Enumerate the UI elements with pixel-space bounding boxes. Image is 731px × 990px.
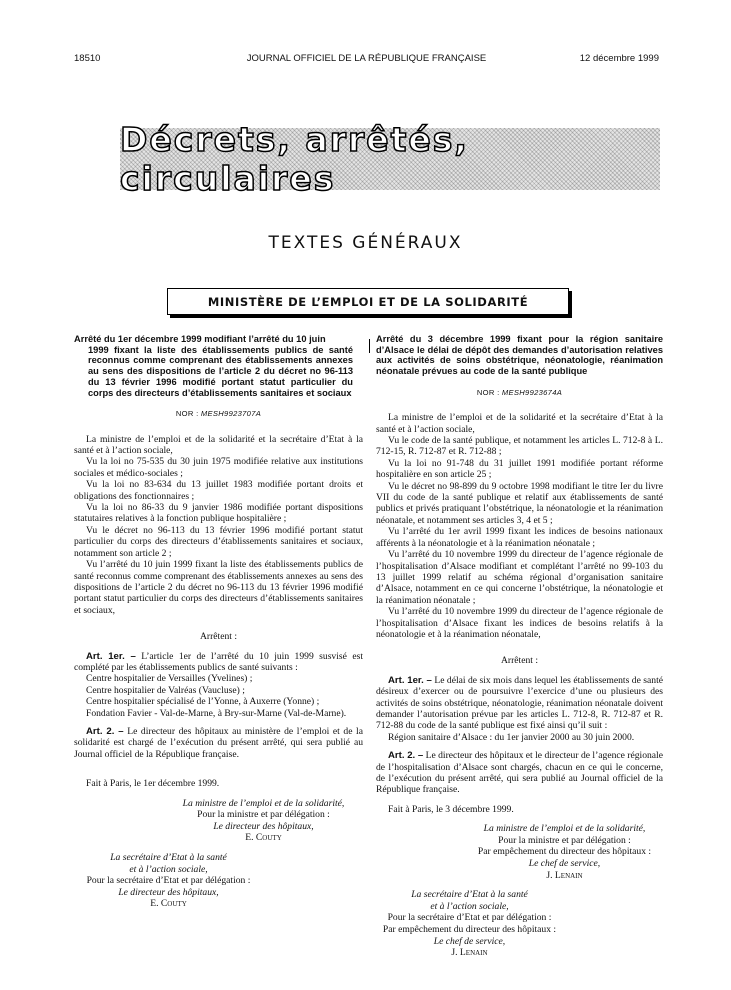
- visa-paragraph: Vu la loi no 91-748 du 31 juillet 1991 modifiée portant réforme hospitalière en son article 25 ;: [376, 457, 663, 481]
- visa-paragraph: Vu la loi no 83-634 du 13 juillet 1983 modifiée portant droits et obligations des fonctionnaires ;: [74, 479, 363, 502]
- nor-label: NOR :: [476, 387, 500, 397]
- signatory-name: E. Couty: [150, 898, 187, 910]
- title-continuation: 1999 fixant la liste des établissements publics de santé reconnus comme comprenant des établissements annexes au sens des dispositions de l’article 2 du décret no 96-113 du 13 février 1996 modifié portant statut particulier du corps des directeurs d’établissements sanitaires et sociaux: [88, 344, 353, 398]
- delegation-line: Pour la ministre et par délégation :: [498, 834, 631, 846]
- article-1-label: Art. 1er. –: [86, 650, 136, 662]
- visa-paragraph: Vu l’arrêté du 10 novembre 1999 du directeur de l’agence régionale de l’hospitalisation d’Alsace modifiant et complétant l’arrêté no 99-103 du 13 juillet 1999 relatif au schéma régional d’organisation sanitaire d’Alsace, notamment en ce qui concerne l’obstétrique, la néonatologie et la réanimation néonatale ;: [376, 549, 663, 606]
- impediment-line: Par empêchement du directeur des hôpitaux :: [477, 846, 652, 858]
- article-1-text: L’article 1er de l’arrêté du 10 juin 1999 susvisé est complété par les établissements publics de santé suivants :: [74, 650, 363, 673]
- signatory-title: La ministre de l’emploi et de la solidarité,: [483, 823, 646, 835]
- establishment-item: Centre hospitalier de Valréas (Vaucluse) ;: [86, 684, 245, 696]
- establishment-item: Fondation Favier - Val-de-Marne, à Bry-sur-Marne (Val-de-Marne).: [86, 707, 347, 719]
- delegation-line: Pour la secrétaire d’Etat et par délégation :: [387, 912, 552, 924]
- article-2-label: Art. 2. –: [388, 750, 424, 762]
- signature-block-1: [74, 798, 363, 844]
- column-rule: [369, 339, 370, 353]
- visa-paragraph: Vu la loi no 86-33 du 9 janvier 1986 modifiée portant dispositions statutaires relatives à la fonction publique hospitalière ;: [74, 502, 363, 525]
- signatory-name: E. Couty: [245, 832, 282, 844]
- signatory-role: Le directeur des hôpitaux,: [213, 820, 314, 832]
- signatory-role: Le directeur des hôpitaux,: [118, 886, 219, 898]
- article-1-label: Art. 1er. –: [388, 674, 432, 686]
- done-at: Fait à Paris, le 3 décembre 1999.: [388, 803, 514, 815]
- preamble-paragraph: La ministre de l’emploi et de la solidarité et la secrétaire d’Etat à la santé et à l’action sociale,: [376, 412, 663, 435]
- visa-paragraph: Vu la loi no 75-535 du 30 juin 1975 modifiée relative aux institutions sociales et médico-sociales ;: [74, 456, 363, 479]
- article-1-text: Le délai de six mois dans lequel les établissements de santé désireux d’exercer ou de poursuivre l’exercice d’une ou plusieurs des activités de soins obstétrique, néonatologie, réanimation néonatale doivent demander l’autorisation prévue par les articles L. 712-8, R. 712-87 et R. 712-88 du code de la santé publique est fixé ainsi qu’il suit :: [376, 674, 663, 732]
- article-2-label: Art. 2. –: [86, 725, 124, 737]
- arretent-heading: Arrêtent :: [500, 655, 539, 667]
- signatory-title: La secrétaire d’Etat à la santé: [411, 889, 528, 901]
- visa-paragraph: Vu le code de la santé publique, et notamment les articles L. 712-8 à L. 712-15, R. 712-87 et R. 712-88 ;: [376, 435, 663, 458]
- article-1: [74, 651, 363, 674]
- journal-title: JOURNAL OFFICIEL DE LA RÉPUBLIQUE FRANÇAISE: [246, 53, 487, 64]
- visa-paragraph: Vu le décret no 98-899 du 9 octobre 1998 modifiant le titre Ier du livre VII du code de la santé publique et relatif aux établissements de santé publics et privés pratiquant l’obstétrique, la néonatologie et la réanimation néonatale, et notamment ses articles 3, 4 et 5 ;: [376, 480, 663, 526]
- delegation-line: Pour la secrétaire d’Etat et par délégation :: [86, 875, 251, 887]
- right-column: [376, 334, 663, 959]
- section-heading: TEXTES GÉNÉRAUX: [268, 233, 463, 253]
- ministry-title: MINISTÈRE DE L’EMPLOI ET DE LA SOLIDARITÉ: [207, 294, 529, 309]
- running-header: [74, 53, 659, 67]
- signature-block-1: [376, 823, 663, 881]
- nor-label: NOR :: [175, 409, 199, 419]
- delegation-line: Pour la ministre et par délégation :: [197, 809, 330, 821]
- arretent-heading: Arrêtent :: [199, 631, 238, 643]
- signatory-title-cont: et à l’action sociale,: [430, 900, 509, 912]
- signatory-name: J. Lenain: [451, 947, 488, 959]
- signatory-title: La secrétaire d’Etat à la santé: [110, 851, 227, 863]
- left-column: [74, 334, 363, 910]
- visa-paragraph: Vu l’arrêté du 10 juin 1999 fixant la liste des établissements publics de santé reconnus comme comprenant des établissements annexes au sens des dispositions de l’article 2 du décret no 96-113 du 13 février 1996 modifié portant statut particulier du corps des directeurs d’établissements sanitaires et sociaux,: [74, 559, 363, 616]
- issue-date: 12 décembre 1999: [579, 53, 659, 64]
- title-first-line: Arrêté du 1er décembre 1999 modifiant l’arrêté du 10 juin: [74, 334, 326, 344]
- preamble-paragraph: La ministre de l’emploi et de la solidarité et la secrétaire d’Etat à la santé et à l’action sociale,: [74, 433, 363, 457]
- visa-paragraph: Vu l’arrêté du 1er avril 1999 fixant les indices de besoins nationaux afférents à la néonatologie et à la réanimation néonatale ;: [376, 526, 663, 549]
- nor-reference: [376, 387, 663, 398]
- establishment-item: Centre hospitalier de Versailles (Yvelines) ;: [86, 673, 253, 685]
- visa-paragraph: Vu l’arrêté du 10 novembre 1999 du directeur de l’agence régionale de l’hospitalisation d’Alsace fixant les indices de besoins relatifs à la néonatologie et à la réanimation néonatale,: [376, 606, 663, 640]
- establishment-item: Centre hospitalier spécialisé de l’Yonne, à Auxerre (Yonne) ;: [86, 696, 320, 708]
- signatory-role: Le chef de service,: [433, 935, 506, 947]
- section-banner: [120, 120, 660, 198]
- nor-code: MESH9923674A: [501, 387, 563, 397]
- signatory-title-cont: et à l’action sociale,: [129, 863, 208, 875]
- banner-title: Décrets, arrêtés, circulaires: [120, 120, 469, 198]
- impediment-line: Par empêchement du directeur des hôpitaux :: [382, 923, 557, 935]
- article-2-text: Le directeur des hôpitaux et le directeur de l’agence régionale de l’hospitalisation d’Alsace sont chargés, chacun en ce qui le concerne, de l’exécution du présent arrêté, qui sera publié au Journal officiel de la République française.: [376, 750, 663, 796]
- article-2-text: Le directeur des hôpitaux au ministère de l’emploi et de la solidarité est chargé de l’exécution du présent arrêté, qui sera publié au Journal officiel de la République française.: [74, 725, 363, 760]
- signature-block-2: [74, 852, 363, 910]
- decree-title-right: Arrêté du 3 décembre 1999 fixant pour la région sanitaire d’Alsace le délai de dépôt des demandes d’autorisation relatives aux activités de soins obstétrique, néonatologie, réanimation néonatale prévues au code de la santé publique: [376, 334, 663, 377]
- signatory-title: La ministre de l’emploi et de la solidarité,: [182, 797, 345, 809]
- decree-title-left: [74, 334, 353, 398]
- done-at: Fait à Paris, le 1er décembre 1999.: [86, 778, 220, 790]
- signatory-name: J. Lenain: [546, 869, 583, 881]
- page-number: 18510: [74, 53, 101, 64]
- visa-paragraph: Vu le décret no 96-113 du 13 février 1996 modifié portant statut particulier du corps des directeurs d’établissements sanitaires et sociaux, notamment son article 2 ;: [74, 524, 363, 559]
- ministry-box: [167, 288, 569, 315]
- nor-reference: [74, 408, 363, 419]
- article-1: [376, 675, 663, 732]
- article-2: [376, 750, 663, 796]
- nor-code: MESH9923707A: [200, 409, 262, 419]
- signature-block-2: [376, 889, 663, 959]
- article-2: [74, 726, 363, 760]
- region-line: Région sanitaire d’Alsace : du 1er janvier 2000 au 30 juin 2000.: [388, 731, 635, 743]
- signatory-role: Le chef de service,: [528, 858, 601, 869]
